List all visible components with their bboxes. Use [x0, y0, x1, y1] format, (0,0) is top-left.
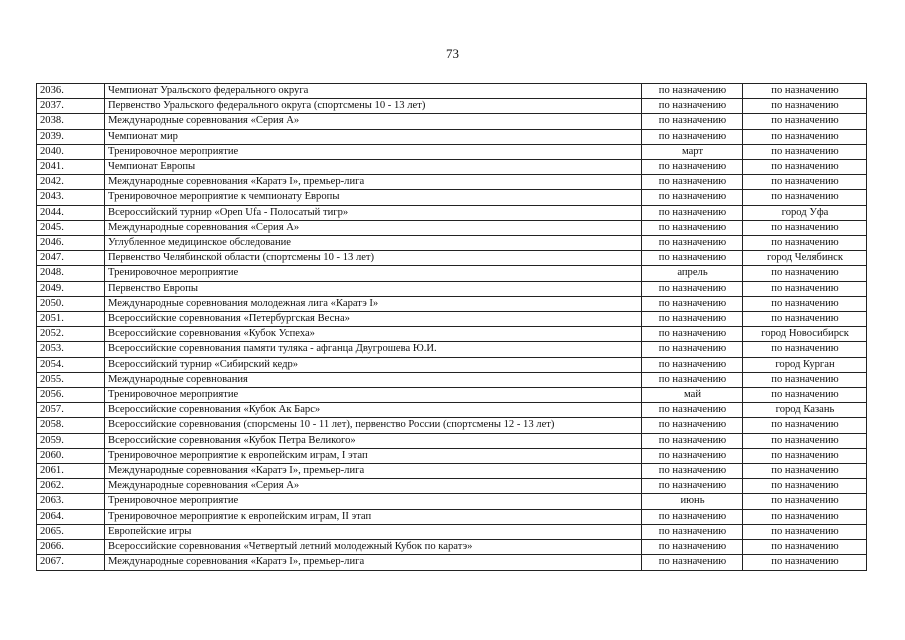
- row-number: 2064.: [37, 509, 105, 524]
- event-date: по назначению: [642, 99, 743, 114]
- row-number: 2052.: [37, 327, 105, 342]
- row-number: 2049.: [37, 281, 105, 296]
- row-number: 2053.: [37, 342, 105, 357]
- row-number: 2046.: [37, 236, 105, 251]
- event-date: по назначению: [642, 433, 743, 448]
- event-date: апрель: [642, 266, 743, 281]
- event-location: по назначению: [743, 296, 867, 311]
- event-date: по назначению: [642, 327, 743, 342]
- event-date: по назначению: [642, 524, 743, 539]
- table-row: [37, 372, 867, 387]
- row-number: 2050.: [37, 296, 105, 311]
- event-name: Тренировочное мероприятие: [105, 388, 642, 403]
- event-location: город Челябинск: [743, 251, 867, 266]
- table-row: [37, 220, 867, 235]
- table-row: [37, 433, 867, 448]
- event-name: Тренировочное мероприятие к чемпионату Европы: [105, 190, 642, 205]
- event-date: по назначению: [642, 175, 743, 190]
- event-location: по назначению: [743, 464, 867, 479]
- row-number: 2056.: [37, 388, 105, 403]
- row-number: 2060.: [37, 448, 105, 463]
- event-date: по назначению: [642, 160, 743, 175]
- row-number: 2054.: [37, 357, 105, 372]
- row-number: 2051.: [37, 312, 105, 327]
- event-name: Международные соревнования «Серия А»: [105, 220, 642, 235]
- table-row: [37, 114, 867, 129]
- row-number: 2040.: [37, 144, 105, 159]
- event-name: Международные соревнования «Каратэ I», премьер-лига: [105, 555, 642, 570]
- event-date: по назначению: [642, 114, 743, 129]
- event-location: по назначению: [743, 388, 867, 403]
- event-name: Международные соревнования «Серия А»: [105, 114, 642, 129]
- events-table: [36, 83, 867, 571]
- row-number: 2038.: [37, 114, 105, 129]
- table-row: [37, 99, 867, 114]
- event-name: Тренировочное мероприятие: [105, 494, 642, 509]
- event-location: по назначению: [743, 220, 867, 235]
- event-name: Всероссийские соревнования «Петербургская Весна»: [105, 312, 642, 327]
- event-name: Международные соревнования «Каратэ I», премьер-лига: [105, 175, 642, 190]
- table-row: [37, 296, 867, 311]
- event-date: по назначению: [642, 190, 743, 205]
- event-name: Тренировочное мероприятие к европейским играм, I этап: [105, 448, 642, 463]
- row-number: 2048.: [37, 266, 105, 281]
- table-row: [37, 555, 867, 570]
- event-location: по назначению: [743, 540, 867, 555]
- event-location: по назначению: [743, 99, 867, 114]
- table-row: [37, 327, 867, 342]
- event-name: Первенство Уральского федерального округа (спортсмены 10 - 13 лет): [105, 99, 642, 114]
- table-row: [37, 464, 867, 479]
- event-date: по назначению: [642, 509, 743, 524]
- table-row: [37, 448, 867, 463]
- event-name: Всероссийские соревнования памяти туляка - афганца Двугрошева Ю.И.: [105, 342, 642, 357]
- table-row: [37, 266, 867, 281]
- event-name: Всероссийский турнир «Open Ufa - Полосатый тигр»: [105, 205, 642, 220]
- event-date: по назначению: [642, 129, 743, 144]
- event-name: Первенство Челябинской области (спортсмены 10 - 13 лет): [105, 251, 642, 266]
- event-name: Всероссийские соревнования (спорсмены 10 - 11 лет), первенство России (спортсмены 12 - 13 лет): [105, 418, 642, 433]
- event-date: по назначению: [642, 296, 743, 311]
- event-date: по назначению: [642, 418, 743, 433]
- event-name: Тренировочное мероприятие к европейским играм, II этап: [105, 509, 642, 524]
- event-location: по назначению: [743, 160, 867, 175]
- event-name: Международные соревнования «Серия А»: [105, 479, 642, 494]
- table-row: [37, 524, 867, 539]
- table-row: [37, 494, 867, 509]
- event-name: Чемпионат Уральского федерального округа: [105, 84, 642, 99]
- event-location: по назначению: [743, 494, 867, 509]
- row-number: 2043.: [37, 190, 105, 205]
- row-number: 2044.: [37, 205, 105, 220]
- event-date: по назначению: [642, 251, 743, 266]
- table-row: [37, 388, 867, 403]
- event-date: по назначению: [642, 84, 743, 99]
- row-number: 2036.: [37, 84, 105, 99]
- row-number: 2062.: [37, 479, 105, 494]
- event-location: по назначению: [743, 281, 867, 296]
- event-date: по назначению: [642, 372, 743, 387]
- event-location: по назначению: [743, 342, 867, 357]
- event-name: Тренировочное мероприятие: [105, 266, 642, 281]
- table-row: [37, 144, 867, 159]
- table-row: [37, 175, 867, 190]
- event-name: Всероссийские соревнования «Кубок Ак Барс»: [105, 403, 642, 418]
- row-number: 2065.: [37, 524, 105, 539]
- table-row: [37, 479, 867, 494]
- events-table-body: [37, 84, 867, 571]
- row-number: 2041.: [37, 160, 105, 175]
- row-number: 2063.: [37, 494, 105, 509]
- event-location: по назначению: [743, 448, 867, 463]
- event-location: по назначению: [743, 433, 867, 448]
- event-date: по назначению: [642, 281, 743, 296]
- table-row: [37, 540, 867, 555]
- event-date: по назначению: [642, 555, 743, 570]
- page-number: 73: [446, 46, 459, 61]
- row-number: 2067.: [37, 555, 105, 570]
- table-row: [37, 129, 867, 144]
- event-date: по назначению: [642, 448, 743, 463]
- event-location: по назначению: [743, 418, 867, 433]
- event-location: город Курган: [743, 357, 867, 372]
- event-date: по назначению: [642, 220, 743, 235]
- event-name: Европейские игры: [105, 524, 642, 539]
- event-name: Международные соревнования: [105, 372, 642, 387]
- row-number: 2058.: [37, 418, 105, 433]
- event-date: по назначению: [642, 236, 743, 251]
- event-name: Всероссийские соревнования «Четвертый летний молодежный Кубок по каратэ»: [105, 540, 642, 555]
- event-location: по назначению: [743, 509, 867, 524]
- event-name: Углубленное медицинское обследование: [105, 236, 642, 251]
- table-row: [37, 190, 867, 205]
- event-location: по назначению: [743, 236, 867, 251]
- event-date: по назначению: [642, 312, 743, 327]
- event-location: по назначению: [743, 312, 867, 327]
- row-number: 2045.: [37, 220, 105, 235]
- event-date: по назначению: [642, 205, 743, 220]
- event-location: по назначению: [743, 524, 867, 539]
- event-location: по назначению: [743, 266, 867, 281]
- event-location: по назначению: [743, 372, 867, 387]
- event-date: май: [642, 388, 743, 403]
- row-number: 2042.: [37, 175, 105, 190]
- row-number: 2059.: [37, 433, 105, 448]
- event-name: Тренировочное мероприятие: [105, 144, 642, 159]
- table-row: [37, 84, 867, 99]
- event-date: июнь: [642, 494, 743, 509]
- event-name: Всероссийские соревнования «Кубок Петра Великого»: [105, 433, 642, 448]
- table-row: [37, 509, 867, 524]
- row-number: 2039.: [37, 129, 105, 144]
- event-location: по назначению: [743, 84, 867, 99]
- event-location: по назначению: [743, 479, 867, 494]
- event-location: по назначению: [743, 144, 867, 159]
- event-name: Чемпионат Европы: [105, 160, 642, 175]
- table-row: [37, 160, 867, 175]
- event-location: по назначению: [743, 190, 867, 205]
- event-name: Всероссийские соревнования «Кубок Успеха»: [105, 327, 642, 342]
- row-number: 2037.: [37, 99, 105, 114]
- table-row: [37, 312, 867, 327]
- row-number: 2061.: [37, 464, 105, 479]
- event-location: по назначению: [743, 175, 867, 190]
- table-row: [37, 281, 867, 296]
- table-row: [37, 418, 867, 433]
- table-row: [37, 403, 867, 418]
- event-date: по назначению: [642, 357, 743, 372]
- event-date: март: [642, 144, 743, 159]
- table-row: [37, 205, 867, 220]
- event-location: город Новосибирск: [743, 327, 867, 342]
- event-date: по назначению: [642, 342, 743, 357]
- table-row: [37, 357, 867, 372]
- event-name: Чемпионат мир: [105, 129, 642, 144]
- event-date: по назначению: [642, 403, 743, 418]
- event-name: Всероссийский турнир «Сибирский кедр»: [105, 357, 642, 372]
- table-row: [37, 236, 867, 251]
- event-name: Международные соревнования «Каратэ I», премьер-лига: [105, 464, 642, 479]
- event-date: по назначению: [642, 464, 743, 479]
- row-number: 2047.: [37, 251, 105, 266]
- event-location: город Уфа: [743, 205, 867, 220]
- table-row: [37, 251, 867, 266]
- event-name: Международные соревнования молодежная лига «Каратэ I»: [105, 296, 642, 311]
- event-location: по назначению: [743, 114, 867, 129]
- row-number: 2055.: [37, 372, 105, 387]
- event-location: по назначению: [743, 129, 867, 144]
- event-date: по назначению: [642, 540, 743, 555]
- event-date: по назначению: [642, 479, 743, 494]
- event-location: город Казань: [743, 403, 867, 418]
- event-location: по назначению: [743, 555, 867, 570]
- row-number: 2066.: [37, 540, 105, 555]
- event-name: Первенство Европы: [105, 281, 642, 296]
- row-number: 2057.: [37, 403, 105, 418]
- table-row: [37, 342, 867, 357]
